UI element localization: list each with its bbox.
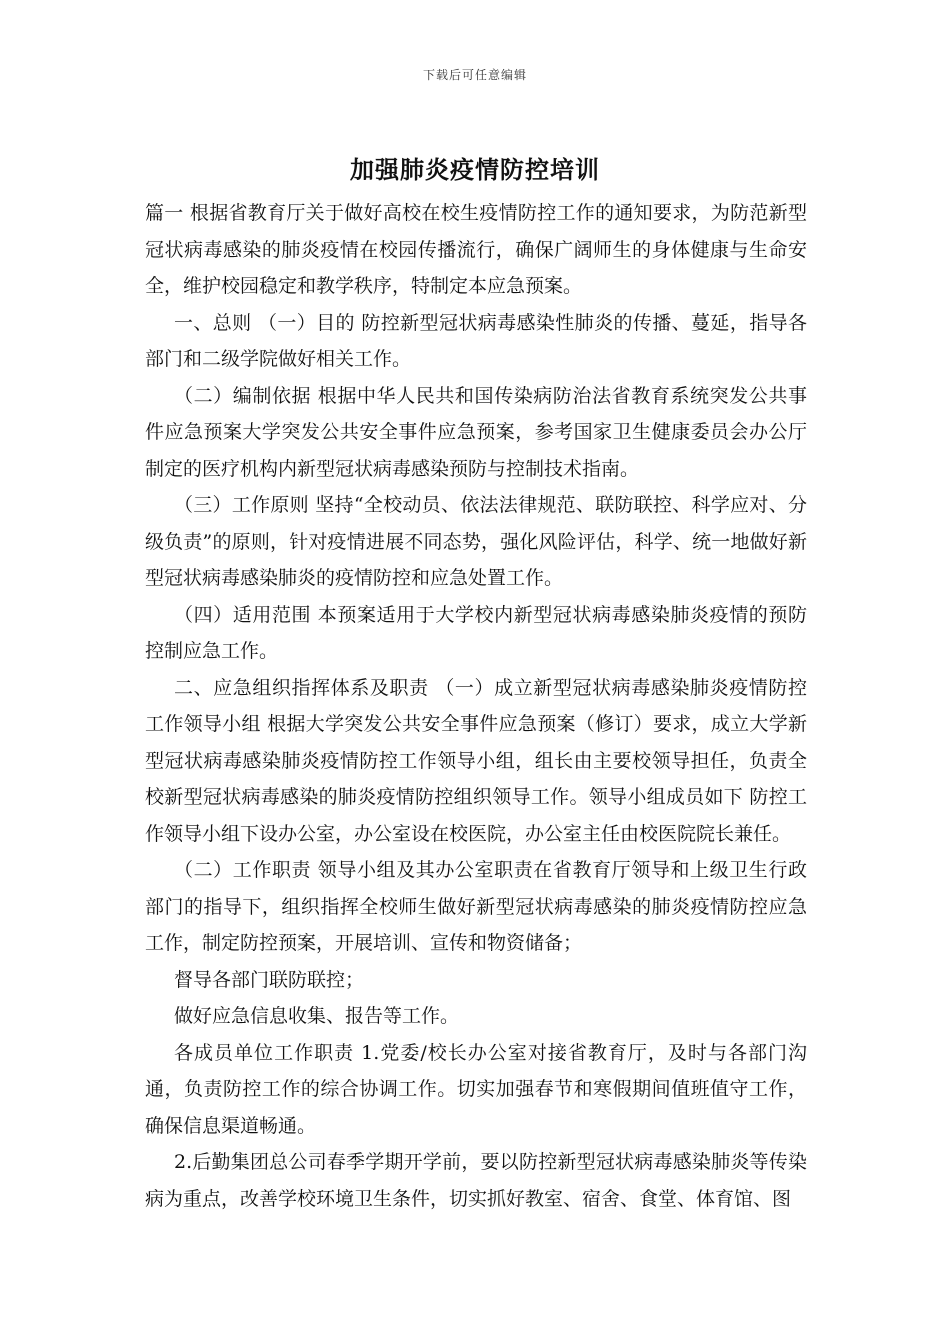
paragraph: 各成员单位工作职责 1.党委/校长办公室对接省教育厅，及时与各部门沟通，负责防控工作的综合协调工作。切实加强春节和寒假期间值班值守工作，确保信息渠道畅通。 — [145, 1041, 807, 1137]
paragraph: 二、应急组织指挥体系及职责 （一）成立新型冠状病毒感染肺炎疫情防控工作领导小组 根据大学突发公共安全事件应急预案（修订）要求，成立大学新型冠状病毒感染肺炎疫情防控工作领导小组，组长由主要校领导担任，负责全校新型冠状病毒感染的肺炎疫情防控组织领导工作。领导小组成员如下 防控工作领导小组下设办公室，办公室设在校医院，办公室主任由校医院院长兼任。 — [145, 676, 807, 845]
header-note: 下载后可任意编辑 — [422, 68, 527, 82]
paragraph: （二）编制依据 根据中华人民共和国传染病防治法省教育系统突发公共事件应急预案大学突发公共安全事件应急预案，参考国家卫生健康委员会办公厅制定的医疗机构内新型冠状病毒感染预防与控制技术指南。 — [145, 384, 807, 480]
document-title: 加强肺炎疫情防控培训 — [350, 155, 600, 184]
paragraph: 做好应急信息收集、报告等工作。 — [174, 1005, 460, 1027]
paragraph: （二）工作职责 领导小组及其办公室职责在省教育厅领导和上级卫生行政部门的指导下，组织指挥全校师生做好新型冠状病毒感染的肺炎疫情防控应急工作，制定防控预案，开展培训、宣传和物资储备； — [145, 859, 807, 954]
paragraph: 篇一 根据省教育厅关于做好高校在校生疫情防控工作的通知要求，为防范新型冠状病毒感染的肺炎疫情在校园传播流行，确保广阔师生的身体健康与生命安全，维护校园稳定和教学秩序，特制定本应急预案。 — [145, 202, 807, 297]
paragraph: 2.后勤集团总公司春季学期开学前，要以防控新型冠状病毒感染肺炎等传染病为重点，改善学校环境卫生条件，切实抓好教室、宿舍、食堂、体育馆、图 — [145, 1151, 807, 1210]
paragraph: 督导各部门联防联控； — [174, 968, 365, 991]
paragraph: （三）工作原则 坚持“全校动员、依法法律规范、联防联控、科学应对、分级负责”的原则，针对疫情进展不同态势，强化风险评估，科学、统一地做好新型冠状病毒感染肺炎的疫情防控和应急处置工作。 — [145, 494, 807, 589]
document-body — [145, 195, 807, 1217]
paragraph: 一、总则 （一）目的 防控新型冠状病毒感染性肺炎的传播、蔓延，指导各部门和二级学院做好相关工作。 — [145, 311, 807, 370]
paragraph: （四）适用范围 本预案适用于大学校内新型冠状病毒感染肺炎疫情的预防控制应急工作。 — [145, 603, 807, 662]
